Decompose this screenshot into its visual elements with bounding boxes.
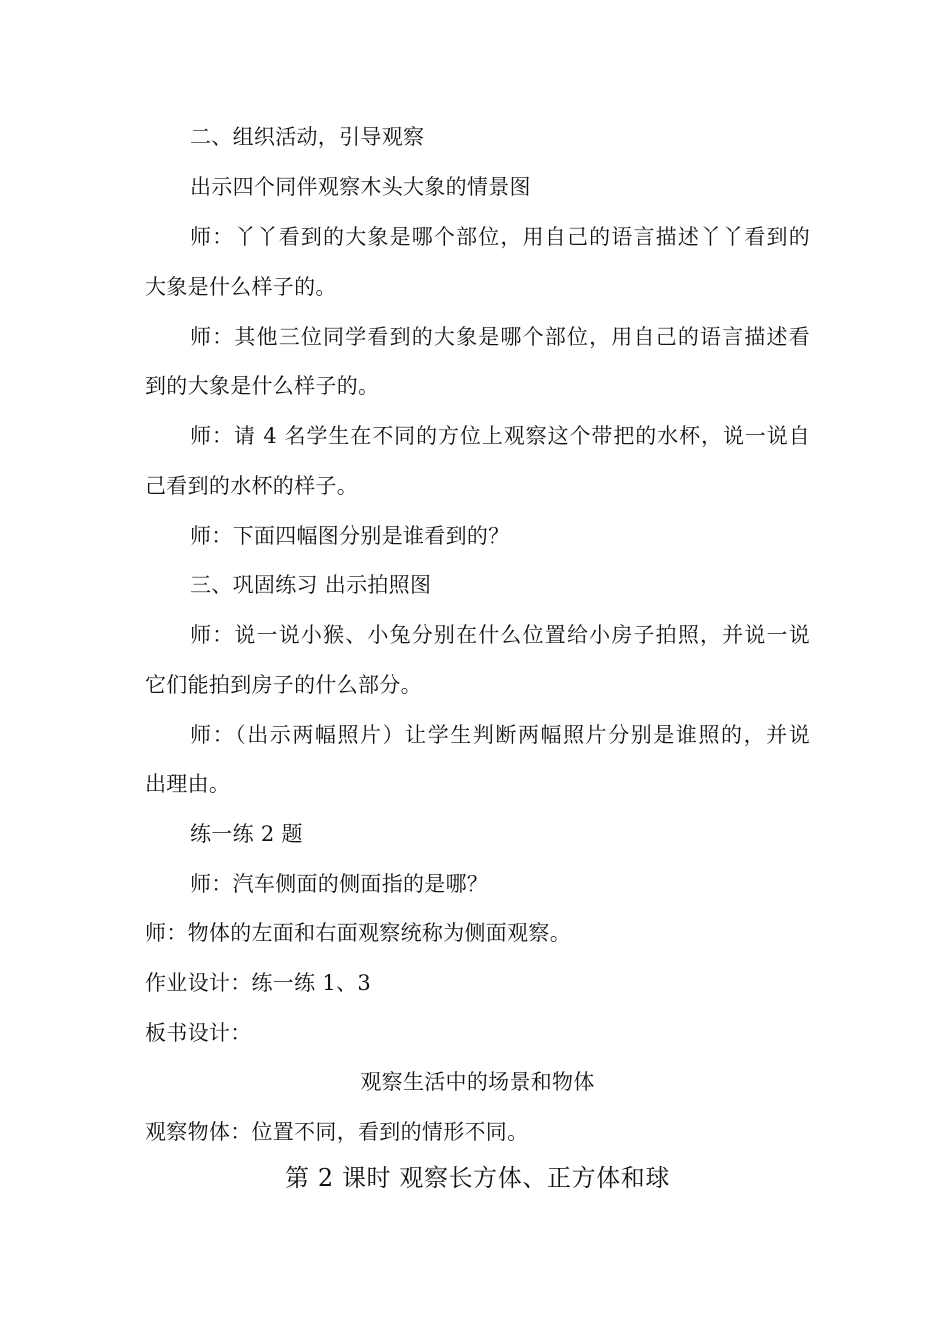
board-content: 观察物体：位置不同，看到的情形不同。 [145, 1120, 529, 1144]
paragraph-line: 大象是什么样子的。 [145, 275, 337, 299]
paragraph-line: 它们能拍到房子的什么部分。 [145, 673, 422, 697]
paragraph-line: 到的大象是什么样子的。 [145, 374, 380, 398]
paragraph-line: 出理由。 [145, 772, 231, 796]
paragraph-line: 己看到的水杯的样子。 [145, 474, 358, 498]
paragraph-line: 师：物体的左面和右面观察统称为侧面观察。 [145, 921, 571, 945]
paragraph-line: 练一练 2 题 [190, 822, 303, 846]
paragraph-line: 师：汽车侧面的侧面指的是哪？ [190, 872, 489, 896]
section-heading-2: 二、组织活动，引导观察 [190, 125, 425, 149]
board-design-label: 板书设计： [145, 1021, 252, 1045]
paragraph-line: 师：请 4 名学生在不同的方位上观察这个带把的水杯，说一说自 [190, 424, 810, 448]
paragraph-line: 师：（出示两幅照片）让学生判断两幅照片分别是谁照的，并说 [190, 723, 810, 747]
section-heading-3: 三、巩固练习 出示拍照图 [190, 573, 432, 597]
homework-design: 作业设计：练一练 1、3 [145, 971, 371, 995]
paragraph-line: 师：丫丫看到的大象是哪个部位，用自己的语言描述丫丫看到的 [190, 225, 810, 249]
lesson-title: 第 2 课时 观察长方体、正方体和球 [285, 1164, 670, 1192]
paragraph-line: 师：说一说小猴、小兔分别在什么位置给小房子拍照，并说一说 [190, 623, 810, 647]
paragraph-line: 出示四个同伴观察木头大象的情景图 [190, 175, 531, 199]
paragraph-line: 师：下面四幅图分别是谁看到的？ [190, 524, 510, 548]
paragraph-line: 师：其他三位同学看到的大象是哪个部位，用自己的语言描述看 [190, 325, 810, 349]
board-title: 观察生活中的场景和物体 [360, 1070, 595, 1094]
